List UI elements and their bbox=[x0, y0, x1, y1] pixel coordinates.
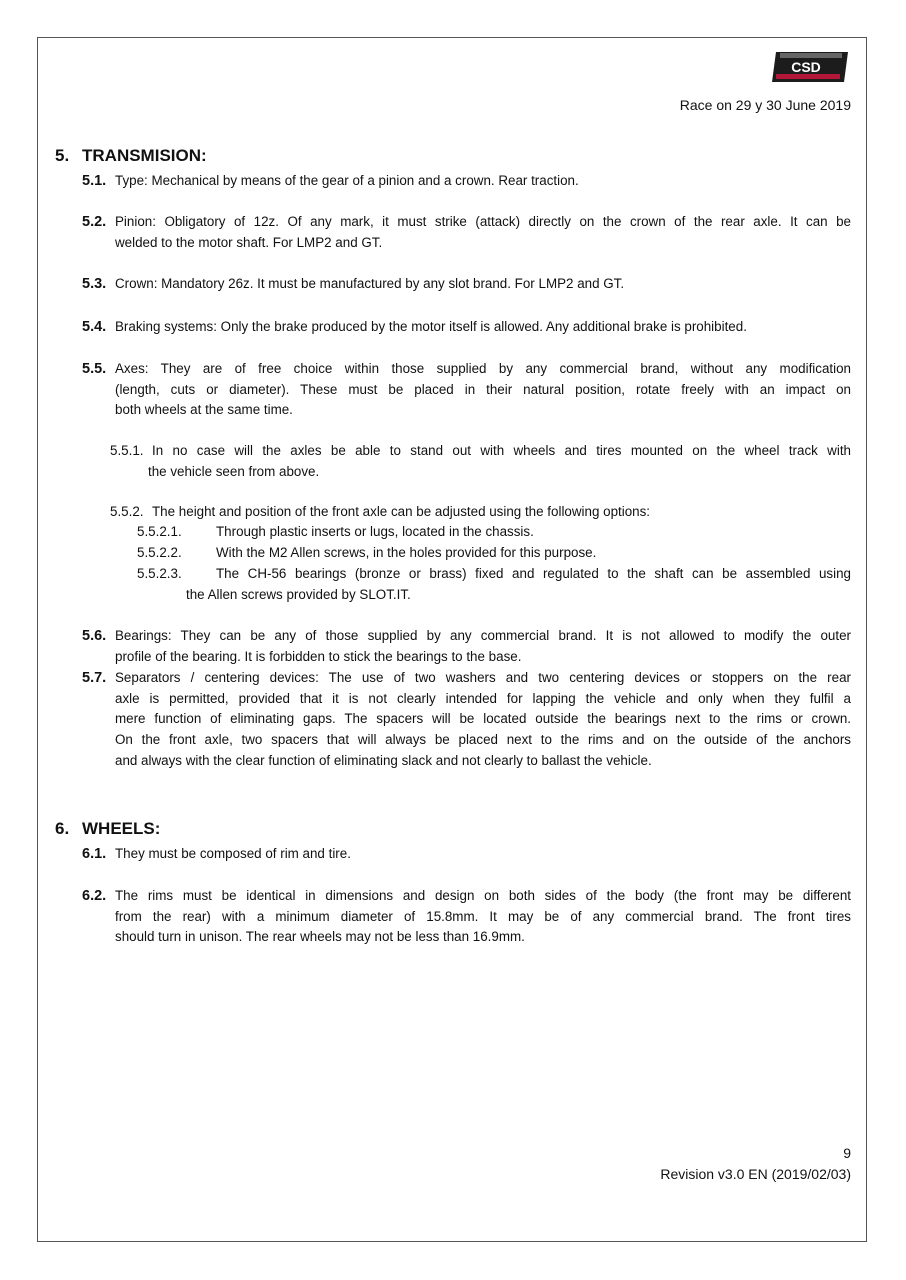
item-text-line: (length, cuts or diameter). These must be placed in their natural position, rotate freely with an impact on bbox=[115, 381, 851, 397]
item-text-line: The height and position of the front axle can be adjusted using the following options: bbox=[152, 504, 651, 519]
svg-text:CSD: CSD bbox=[791, 59, 821, 75]
item-text-line: The CH-56 bearings (bronze or brass) fixed and regulated to the shaft can be assembled using bbox=[216, 566, 851, 581]
item-text-line: Braking systems: Only the brake produced by the motor itself is allowed. Any additional brake is prohibited. bbox=[115, 319, 747, 334]
item-text-line: mere function of eliminating gaps. The spacers will be located outside the bearings next to the rims or crown. bbox=[115, 711, 851, 727]
item-number: 6.2. bbox=[82, 888, 107, 904]
item-text-line: and always with the clear function of eliminating slack and not clearly to ballast the vehicle. bbox=[115, 752, 652, 768]
item-number: 5.5.1. bbox=[110, 443, 144, 458]
item-text-line: axle is permitted, provided that it is not clearly intended for lapping the vehicle and only when they fulfil a bbox=[115, 690, 851, 706]
item-text-line: from the rear) with a minimum diameter of 15.8mm. It may be of any commercial brand. The front tires bbox=[115, 908, 851, 924]
item-text-line: They must be composed of rim and tire. bbox=[115, 846, 351, 861]
item-text-line: Separators / centering devices: The use of two washers and two centering devices or stoppers on the rear bbox=[115, 670, 851, 685]
page-number: 9 bbox=[843, 1145, 851, 1161]
section-heading-5: 5. TRANSMISION: bbox=[55, 146, 207, 165]
item-text-line: Type: Mechanical by means of the gear of a pinion and a crown. Rear traction. bbox=[115, 173, 579, 188]
item-text-line: Crown: Mandatory 26z. It must be manufactured by any slot brand. For LMP2 and GT. bbox=[115, 276, 625, 291]
item-number: 5.5. bbox=[82, 361, 107, 377]
item-text-line: Axes: They are of free choice within those supplied by any commercial brand, without any modification bbox=[115, 361, 851, 376]
item-number: 5.4. bbox=[82, 319, 107, 335]
race-date: Race on 29 y 30 June 2019 bbox=[679, 97, 851, 113]
item-text-line: With the M2 Allen screws, in the holes provided for this purpose. bbox=[216, 545, 597, 560]
item-text-line: Through plastic inserts or lugs, located in the chassis. bbox=[216, 524, 534, 539]
section-heading-6: 6. WHEELS: bbox=[55, 819, 161, 838]
item-number: 5.1. bbox=[82, 173, 107, 189]
item-text-line: the vehicle seen from above. bbox=[148, 463, 320, 479]
item-number: 6.1. bbox=[82, 846, 107, 862]
item-number: 5.7. bbox=[82, 670, 107, 686]
item-number: 5.2. bbox=[82, 214, 107, 230]
item-text-line: Pinion: Obligatory of 12z. Of any mark, it must strike (attack) directly on the crown of the rear axle. It can be bbox=[115, 214, 851, 229]
revision-note: Revision v3.0 EN (2019/02/03) bbox=[660, 1166, 851, 1182]
item-text-line: welded to the motor shaft. For LMP2 and GT. bbox=[115, 234, 383, 250]
item-number: 5.6. bbox=[82, 628, 107, 644]
item-text-line: both wheels at the same time. bbox=[115, 402, 293, 418]
item-text-line: Bearings: They can be any of those supplied by any commercial brand. It is not allowed to modify the outer bbox=[115, 628, 851, 643]
item-number: 5.3. bbox=[82, 276, 107, 292]
item-text-line: On the front axle, two spacers that will always be placed next to the rims and on the outside of the anchors bbox=[115, 732, 851, 748]
item-number: 5.5.2.3. bbox=[137, 566, 182, 581]
item-number: 5.5.2. bbox=[110, 504, 144, 519]
item-text-line: should turn in unison. The rear wheels may not be less than 16.9mm. bbox=[115, 929, 525, 945]
item-text-line: the Allen screws provided by SLOT.IT. bbox=[186, 586, 411, 602]
item-number: 5.5.2.1. bbox=[137, 524, 182, 539]
item-text-line: profile of the bearing. It is forbidden to stick the bearings to the base. bbox=[115, 648, 522, 664]
item-number: 5.5.2.2. bbox=[137, 545, 182, 560]
csd-logo bbox=[770, 50, 850, 84]
item-text-line: The rims must be identical in dimensions and design on both sides of the body (the front may be different bbox=[115, 888, 851, 903]
item-text-line: In no case will the axles be able to stand out with wheels and tires mounted on the wheel track with bbox=[152, 443, 851, 458]
